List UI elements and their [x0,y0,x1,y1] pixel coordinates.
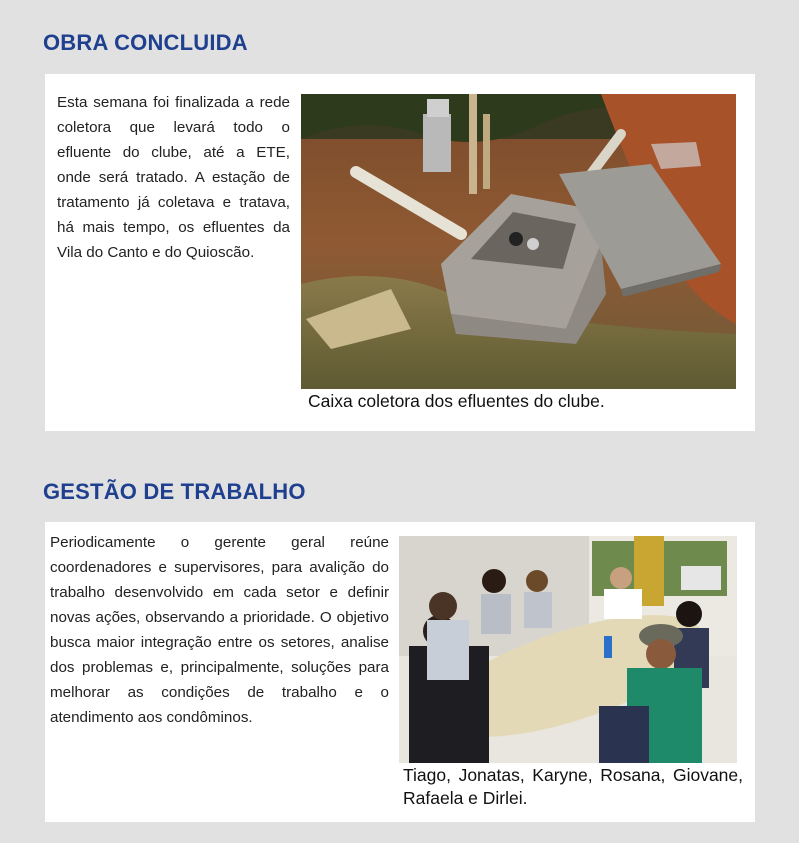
photo-meeting [399,536,737,763]
photo-caption-obra: Caixa coletora dos efluentes do clube. [308,391,605,411]
card-gestao-de-trabalho [45,522,755,822]
photo-caption-gestao: Tiago, Jonatas, Karyne, Rosana, Giovane, Rafaela e Dirlei. [403,765,743,808]
section-title-gestao-de-trabalho: GESTÃO DE TRABALHO [43,479,306,504]
section-title-obra-concluida: OBRA CONCLUIDA [43,30,248,55]
card-obra-concluida [45,74,755,431]
photo-collection-box [301,94,736,389]
article-text-gestao: Periodicamente o gerente geral reúne coordenadores e supervisores, para avalição do trabalho desenvolvido em cada setor e definir novas ações, observando a prioridade. O objetivo busca maior integração entre os setores, analise dos problemas e, principalmente, soluções para melhorar as condições de trabalho e o atendimento aos condôminos. [50,534,389,726]
article-text-obra: Esta semana foi finalizada a rede coletora que levará todo o efluente do clube, até a ETE, onde será tratado. A estação de tratamento já coletava e tratava, há mais tempo, os efluentes da Vila do Canto e do Quioscão. [57,94,290,261]
